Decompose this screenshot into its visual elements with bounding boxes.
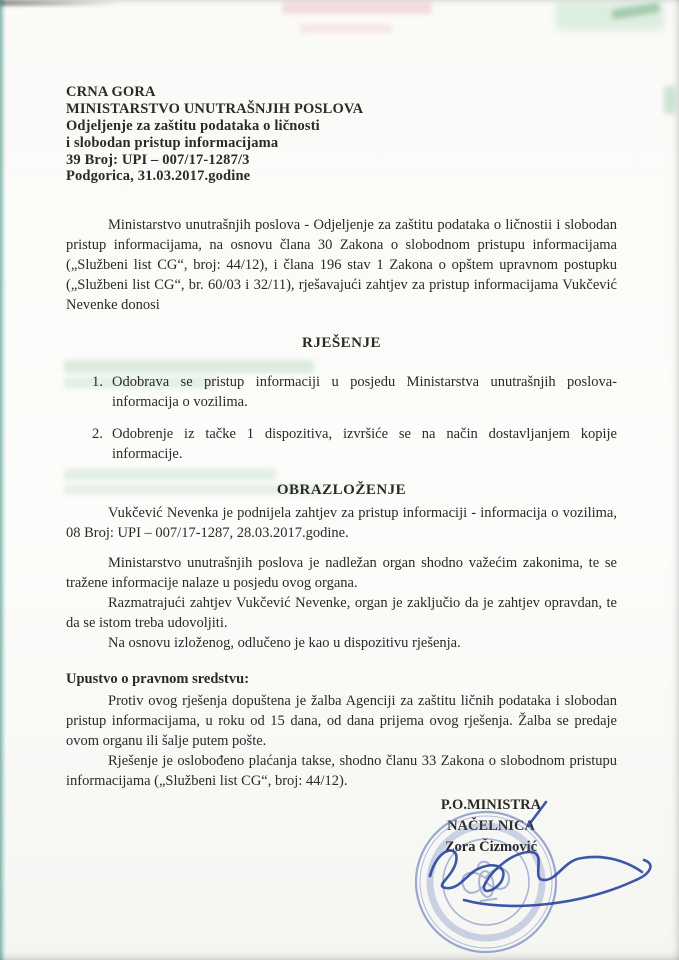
decision-item-1-text: Odobrava se pristup informaciji u posjedu Ministarstva unutrašnjih poslova- informacija o vozilima. — [112, 374, 617, 411]
explanation-heading: OBRAZLOŽENJE — [276, 482, 407, 499]
signature-title-chief: NAČELNICA — [447, 818, 535, 835]
bleed-through-green-right-edge — [664, 86, 676, 114]
header-case-number: 39 Broj: UPI – 007/17-1287/3 — [66, 151, 250, 168]
signature-title-minister: P.O.MINISTRA — [440, 797, 542, 813]
intro-paragraph: Ministarstvo unutrašnjih poslova - Odjeljenje za zaštitu podataka o ličnostii i slobodan pristup informacijama, na osnovu člana 30 Zakona o slobodnom pristupu informacijama („Službeni list CG“, broj: 44/12), i člana 196 stav 1 Zakona o opštem upravnom postupku („Službeni list CG“, br. 60/03 i 32/11), rješavajući zahtjev za pristup informacijama Vukčević Nevenke donosi — [66, 217, 617, 314]
bleed-through-pink-2 — [300, 24, 392, 33]
handwritten-signature — [368, 788, 673, 938]
scan-corner-shadow — [0, 0, 120, 6]
header-department-line1: Odjeljenje za zaštitu podataka o ličnosti — [66, 117, 320, 134]
decision-item-1-number: 1. — [92, 374, 103, 391]
signatory-name: Zora Čizmović — [444, 839, 538, 856]
explanation-paragraph-2: Ministarstvo unutrašnjih poslova je nadležan organ shodno važećim zakonima, te se tražene informacije nalaze u posjedu ovog organa. — [66, 554, 617, 591]
header-ministry: MINISTARSTVO UNUTRAŠNJIH POSLOVA — [66, 100, 364, 117]
legal-paragraph-2: Rješenje je oslobođeno plaćanja takse, shodno članu 33 Zakona o slobodnom pristupu informacijama („Službeni list CG“, broj: 44/12). — [66, 752, 617, 789]
decision-item-2-number: 2. — [92, 426, 103, 443]
decision-item-1 — [66, 372, 617, 412]
header-country: CRNA GORA — [66, 84, 156, 100]
scan-edge-left — [0, 0, 6, 960]
explanation-paragraph-4: Na osnovu izloženog, odlučeno je kao u dispozitivu rješenja. — [108, 634, 461, 651]
bleed-through-pink-1 — [282, 2, 432, 14]
header-place-date: Podgorica, 31.03.2017.godine — [66, 168, 251, 185]
decision-heading: RJEŠENJE — [301, 335, 382, 352]
decision-item-2-text: Odobrenje iz tačke 1 dispozitiva, izvršiće se na način dostavljanjem kopije informacije. — [112, 426, 617, 463]
document-header — [66, 84, 617, 185]
explanation-paragraph-1: Vukčević Nevenka je podnijela zahtjev za pristup informaciji - informacija o vozilima, 08 Broj: UPI – 007/17-1287, 28.03.2017.godine. — [66, 504, 617, 541]
legal-paragraph-1: Protiv ovog rješenja dopuštena je žalba Agenciji za zaštitu ličnih podataka i slobodan pristup informacijama, u roku od 15 dana, od dana prijema ovog rješenja. Žalba se predaje ovom organu ili šalje putem pošte. — [66, 692, 617, 749]
decision-item-2 — [66, 424, 617, 464]
header-department-line2: i slobodan pristup informacijama — [66, 134, 279, 151]
legal-remedy-heading: Upustvo o pravnom sredstvu: — [66, 670, 250, 687]
document-body — [66, 84, 617, 791]
explanation-paragraph-3: Razmatrajući zahtjev Vukčević Nevenke, organ je zaključio da je zahtjev opravdan, te da se istom treba udovoljiti. — [66, 594, 617, 631]
